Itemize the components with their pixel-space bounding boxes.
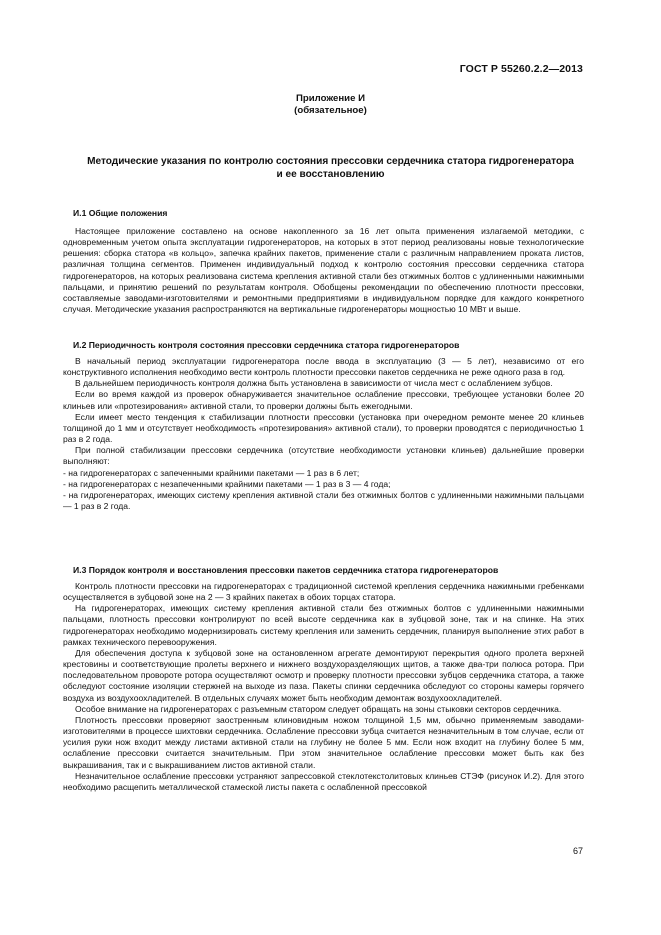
title-line-1: Методические указания по контролю состояния прессовки сердечника статора гидрогенератора [87, 156, 574, 167]
list-item: - на гидрогенераторах, имеющих систему крепления активной стали без отжимных болтов с удлиненными нажимными пальцами — 1 раз в 2 года. [63, 489, 584, 512]
section-heading-3: И.3 Порядок контроля и восстановления прессовки пакетов сердечника статора гидрогенераторов [73, 565, 499, 575]
paragraph: Плотность прессовки проверяют заостренным клиновидным ножом толщиной 1,5 мм, обычно применяемым заводами-изготовителями в процессе шихтовки сердечника. Ослабление прессовки зубца считается незначительным в том случае, если от усилия руки нож входит между листами активной стали на глубину не более 5 мм. Если нож входит на глубину более 5 мм, ослабление прессовки считается значительным. При этом значительное ослабление прессовки может быть как без выкрашивания, так и с выкрашиванием листов активной стали. [63, 714, 584, 770]
paragraph: Незначительное ослабление прессовки устраняют запрессовкой стеклотекстолитовых клиньев СТЭФ (рисунок И.2). Для этого необходимо расщепить металлической стамеской листы пакета с ослабленной прессовкой [63, 770, 584, 792]
paragraph: В начальный период эксплуатации гидрогенератора после ввода в эксплуатацию (3 — 5 лет), независимо от его конструктивного исполнения необходимо вести контроль плотности прессовки пакетов сердечника не реже одного раза в год. [63, 356, 584, 378]
page-number: 67 [572, 846, 583, 856]
section-heading-2: И.2 Периодичность контроля состояния прессовки сердечника статора гидрогенераторов [73, 340, 460, 350]
standard-header: ГОСТ Р 55260.2.2—2013 [459, 63, 583, 75]
document-title [0, 155, 661, 181]
paragraph: При полной стабилизации прессовки сердечника (отсутствие необходимости установки клиньев) дальнейшие проверки выполняют: [63, 445, 584, 467]
title-line-2: и ее восстановлению [276, 169, 385, 180]
appendix-title: Приложение И [296, 93, 365, 104]
paragraph: Контроль плотности прессовки на гидрогенераторах с традиционной системой крепления сердечника нажимными гребенками осуществляется в зубцовой зоне на 2 — 3 крайних пакетах в обоих торцах статора. [63, 581, 584, 603]
paragraph: В дальнейшем периодичность контроля должна быть установлена в зависимости от числа мест с ослаблением зубцов. [75, 378, 553, 389]
section-body-3 [63, 581, 584, 793]
paragraph: Настоящее приложение составлено на основе накопленного за 16 лет опыта применения излагаемой методики, с одновременным учетом опыта эксплуатации гидрогенераторов, на которых в этот период реализованы новые технологические решения: сборка статора «в кольцо», запечка крайних пакетов, применение стали с различным направлением проката листов, различная толщина сегментов. Применен индивидуальный подход к контролю состояния прессовки сердечника статора гидрогенераторов, на которых реализована система крепления активной стали без отжимных болтов с удлиненными нажимными пальцами, и принятию решений по результатам контроля. Обобщены рекомендации по обеспечению плотности прессовки, составляемые заводами-изготовителями и ремонтными предприятиями в индивидуальном порядке для каждого конкретного случая. Методические указания распространяются на вертикальные гидрогенераторы мощностью 10 МВт и выше. [63, 226, 584, 315]
paragraph: Особое внимание на гидрогенераторах с разъемным статором следует обращать на зоны стыковки секторов сердечника. [75, 703, 562, 714]
paragraph: Если имеет место тенденция к стабилизации плотности прессовки (установка при очередном ремонте менее 20 клиньев толщиной до 1 мм и отсутствует необходимость «протезирования» активной стали), то проверки проводятся с периодичностью 1 раз в 2 года. [63, 411, 584, 445]
paragraph: Если во время каждой из проверок обнаруживается значительное ослабление прессовки, требующее установки более 20 клиньев или «протезирования» активной стали, то проверки должны быть ежегодными. [63, 389, 584, 411]
section-heading-1: И.1 Общие положения [73, 208, 168, 218]
paragraph: На гидрогенераторах, имеющих систему крепления активной стали без отжимных болтов с удлиненными нажимными пальцами, плотность прессовки контролируют по всей высоте сердечника как в зубцовой зоне, так и на спинке. На этих гидрогенераторах необходимо модернизировать систему крепления или заменить сердечник, планируя выполнение этих работ в рамках технического перевооружения. [63, 603, 584, 647]
appendix-status: (обязательное) [294, 105, 367, 116]
list-item: - на гидрогенераторах с незапеченными крайними пакетами — 1 раз в 3 — 4 года; [63, 478, 391, 489]
section-body-1 [63, 226, 584, 315]
section-body-2 [63, 356, 584, 512]
paragraph: Для обеспечения доступа к зубцовой зоне на остановленном агрегате демонтируют перекрытия одного пролета верхней крестовины и соответствующие пролеты верхнего и нижнего воздухоразделяющих щитов, а также два-три полюса ротора. При последовательном провороте ротора осуществляют осмотр и проверку плотности прессовки зубцов сердечника статора, а также обследуют состояние изоляции стержней на выходе из паза. Пакеты спинки сердечника обследуют со стороны камеры горячего воздуха из воздухоохладителей. В отдельных случаях может быть необходим демонтаж воздухоохладителей. [63, 647, 584, 703]
list-item: - на гидрогенераторах с запеченными крайними пакетами — 1 раз в 6 лет; [63, 467, 360, 478]
